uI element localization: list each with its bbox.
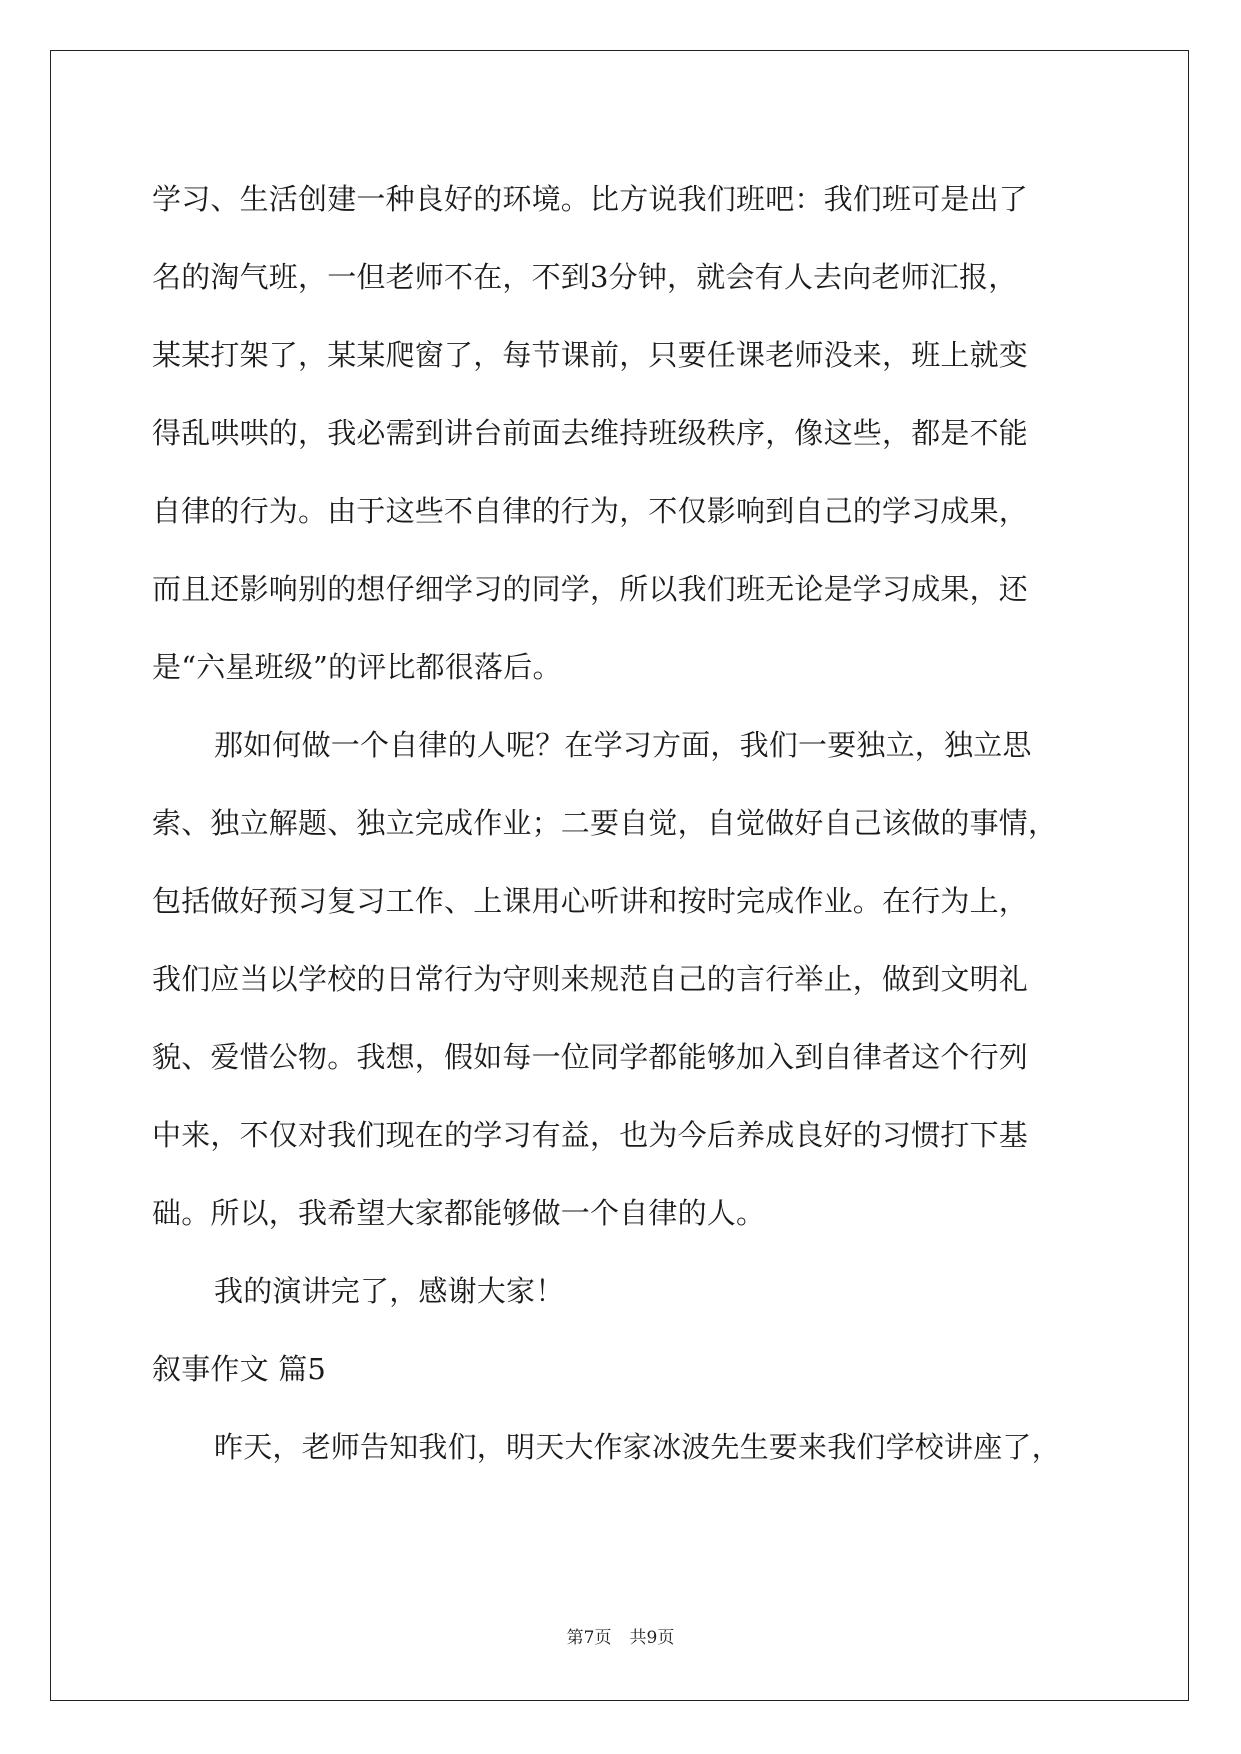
document-body bbox=[152, 160, 1122, 1486]
text-line: 我们应当以学校的日常行为守则来规范自己的言行举止，做到文明礼 bbox=[152, 962, 1029, 996]
page-total: 共9页 bbox=[629, 1628, 675, 1648]
paragraph-start-line: 那如何做一个自律的人呢？在学习方面，我们一要独立，独立思 bbox=[214, 728, 1032, 762]
text-line: 自律的行为。由于这些不自律的行为，不仅影响到自己的学习成果， bbox=[152, 494, 1029, 528]
paragraph-start-line: 昨天，老师告知我们，明天大作家冰波先生要来我们学校讲座了， bbox=[214, 1430, 1061, 1464]
page-footer bbox=[0, 1623, 1241, 1648]
text-line: 础。所以，我希望大家都能够做一个自律的人。 bbox=[152, 1196, 766, 1230]
paragraph-start-line: 我的演讲完了，感谢大家！ bbox=[214, 1274, 565, 1308]
text-line: 貌、爱惜公物。我想，假如每一位同学都能够加入到自律者这个行列 bbox=[152, 1040, 1029, 1074]
text-line: 得乱哄哄的，我必需到讲台前面去维持班级秩序，像这些，都是不能 bbox=[152, 416, 1029, 450]
page-number: 第7页 bbox=[566, 1628, 612, 1648]
section-heading: 叙事作文 篇5 bbox=[152, 1352, 327, 1386]
text-line: 包括做好预习复习工作、上课用心听讲和按时完成作业。在行为上， bbox=[152, 884, 1029, 918]
text-line: 学习、生活创建一种良好的环境。比方说我们班吧：我们班可是出了 bbox=[152, 182, 1029, 216]
text-line: 是“六星班级”的评比都很落后。 bbox=[152, 650, 562, 684]
text-line: 名的淘气班，一但老师不在，不到3分钟，就会有人去向老师汇报， bbox=[152, 260, 1018, 294]
text-line: 中来，不仅对我们现在的学习有益，也为今后养成良好的习惯打下基 bbox=[152, 1118, 1029, 1152]
text-line: 索、独立解题、独立完成作业；二要自觉，自觉做好自己该做的事情， bbox=[152, 806, 1058, 840]
text-line: 而且还影响别的想仔细学习的同学，所以我们班无论是学习成果，还 bbox=[152, 572, 1029, 606]
text-line: 某某打架了，某某爬窗了，每节课前，只要任课老师没来，班上就变 bbox=[152, 338, 1029, 372]
